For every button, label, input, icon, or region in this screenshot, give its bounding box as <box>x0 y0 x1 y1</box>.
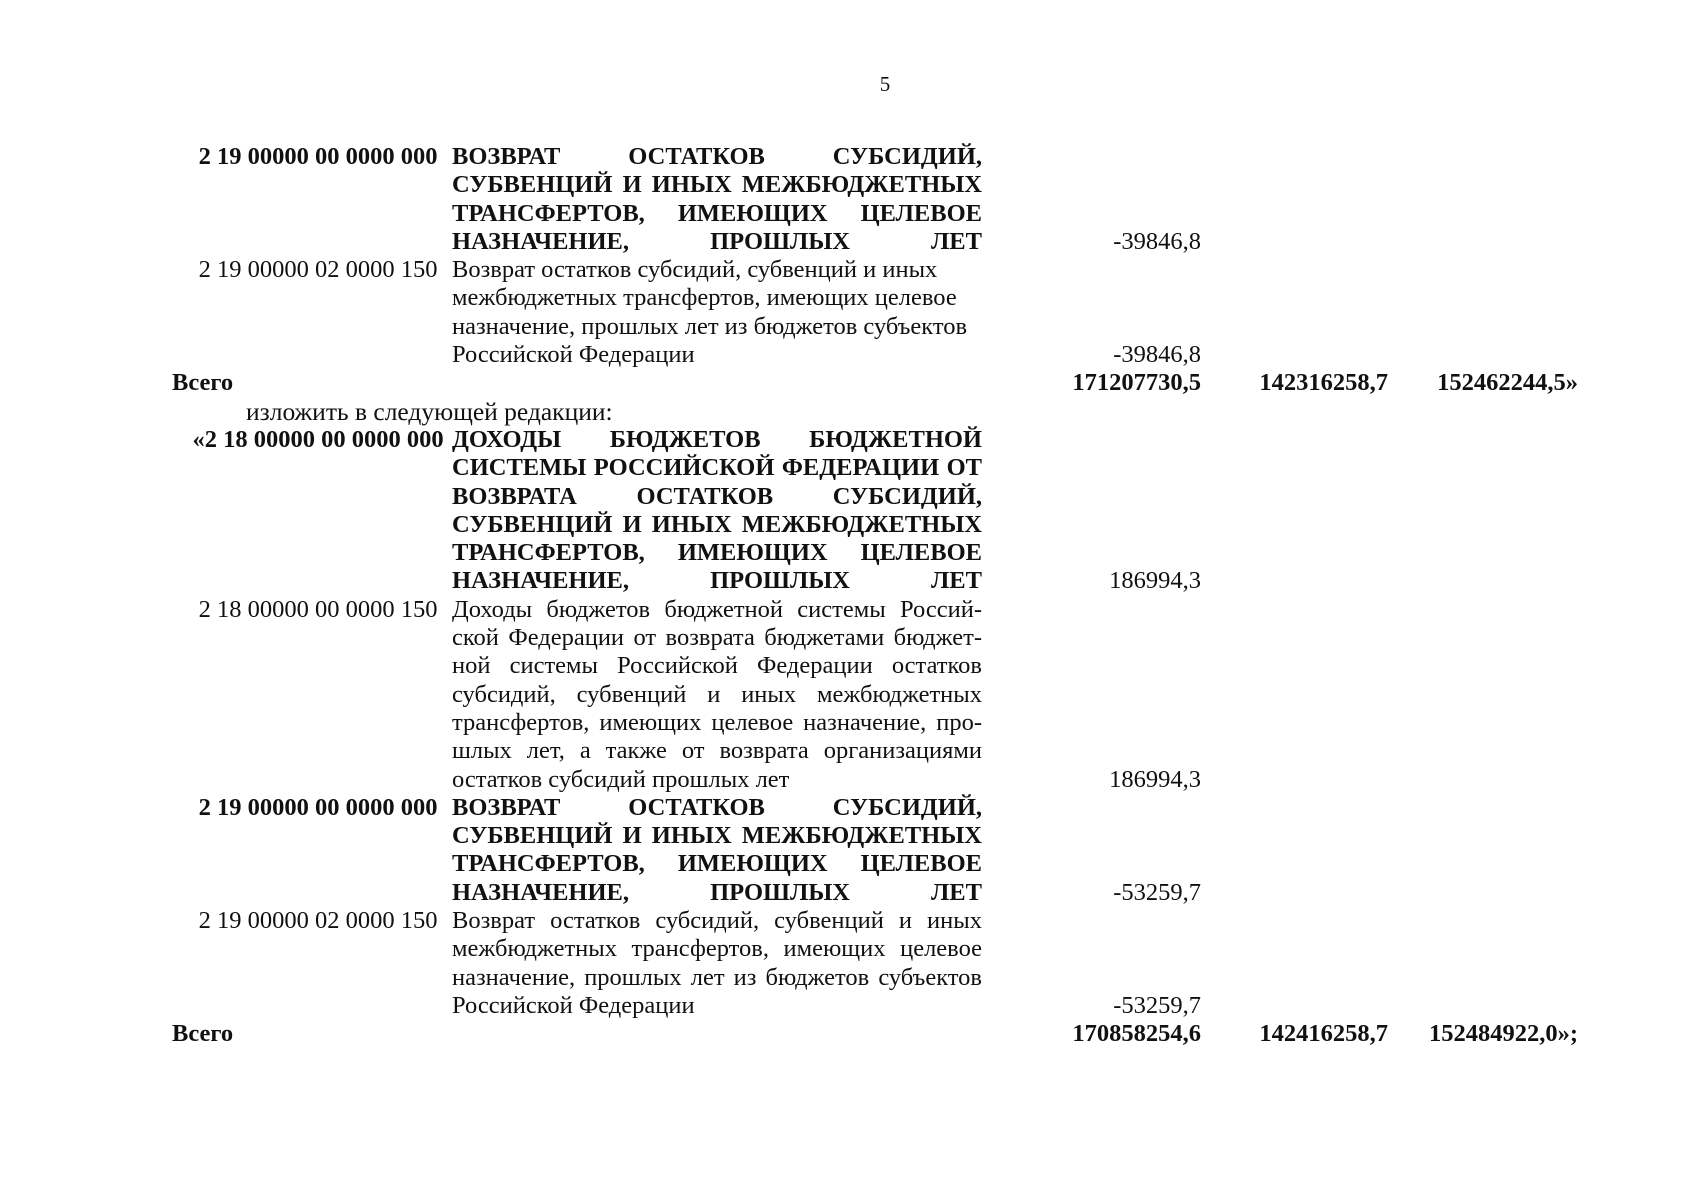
budget-description: ВОЗВРАТ ОСТАТКОВ СУБСИДИЙ, СУБВЕНЦИЙ И ИНЫХ МЕЖБЮДЖЕТНЫХ ТРАНСФЕРТОВ, ИМЕЮЩИХ ЦЕЛЕВОЕ НАЗНАЧЕНИЕ, ПРОШЛЫХ ЛЕТ <box>452 143 982 255</box>
table-row <box>184 256 1578 369</box>
budget-code: 2 19 00000 02 0000 150 <box>198 907 438 935</box>
total-value-1: 170858254,6 <box>1072 1020 1201 1048</box>
total-value-2: 142416258,7 <box>1259 1020 1388 1048</box>
instruction-row <box>184 398 1578 426</box>
budget-code: 2 18 00000 00 0000 150 <box>198 595 438 623</box>
budget-value: -39846,8 <box>1113 227 1201 255</box>
total-label: Всего <box>172 369 234 397</box>
total-value-3: 152462244,5» <box>1437 369 1578 397</box>
budget-code: «2 18 00000 00 0000 000 <box>192 425 444 453</box>
budget-value: -39846,8 <box>1113 341 1201 369</box>
table-row <box>184 143 1578 256</box>
budget-value: 186994,3 <box>1109 567 1201 595</box>
total-value-2: 142316258,7 <box>1259 369 1388 397</box>
total-row <box>184 1020 1578 1048</box>
budget-description: Возврат остатков субсидий, субвенций и иных межбюджетных трансфертов, имеющих целевое назначение, прошлых лет из бюджетов субъектов Российской Федерации <box>452 907 982 1019</box>
table-row <box>184 907 1578 1020</box>
budget-value: 186994,3 <box>1109 765 1201 793</box>
total-label: Всего <box>172 1020 234 1048</box>
budget-description: ВОЗВРАТ ОСТАТКОВ СУБСИДИЙ, СУБВЕНЦИЙ И ИНЫХ МЕЖБЮДЖЕТНЫХ ТРАНСФЕРТОВ, ИМЕЮЩИХ ЦЕЛЕВОЕ НАЗНАЧЕНИЕ, ПРОШЛЫХ ЛЕТ <box>452 793 982 906</box>
budget-description: Доходы бюджетов бюджетной системы Россий-ской Федерации от возврата бюджетами бюджет-ной системы Российской Федерации остатков субсидий, субвенций и иных межбюджетных трансфертов, имеющих целевое назначение, про-шлых лет, а также от возврата организациями остатков субсидий прошлых лет <box>452 595 982 793</box>
total-value-3: 152484922,0»; <box>1428 1020 1578 1048</box>
instruction-text: изложить в следующей редакции: <box>246 396 613 426</box>
budget-code: 2 19 00000 00 0000 000 <box>198 143 438 170</box>
budget-description: ДОХОДЫ БЮДЖЕТОВ БЮДЖЕТНОЙ СИСТЕМЫ РОССИЙСКОЙ ФЕДЕРАЦИИ ОТ ВОЗВРАТА ОСТАТКОВ СУБСИДИЙ, СУБВЕНЦИЙ И ИНЫХ МЕЖБЮДЖЕТНЫХ ТРАНСФЕРТОВ, ИМЕЮЩИХ ЦЕЛЕВОЕ НАЗНАЧЕНИЕ, ПРОШЛЫХ ЛЕТ <box>452 425 982 595</box>
budget-table <box>172 143 1578 1049</box>
page-number: 5 <box>879 72 891 96</box>
budget-description: Возврат остатков субсидий, субвенций и иных межбюджетных трансфертов, имеющих целевое назначение, прошлых лет из бюджетов субъектов Российской Федерации <box>452 256 968 369</box>
table-row <box>184 426 1578 596</box>
total-value-1: 171207730,5 <box>1072 369 1201 397</box>
budget-value: -53259,7 <box>1113 878 1201 906</box>
table-row <box>184 794 1578 907</box>
budget-value: -53259,7 <box>1113 991 1201 1019</box>
total-row <box>184 369 1578 397</box>
budget-code: 2 19 00000 00 0000 000 <box>198 793 438 821</box>
budget-code: 2 19 00000 02 0000 150 <box>198 256 438 284</box>
table-row <box>184 596 1578 794</box>
